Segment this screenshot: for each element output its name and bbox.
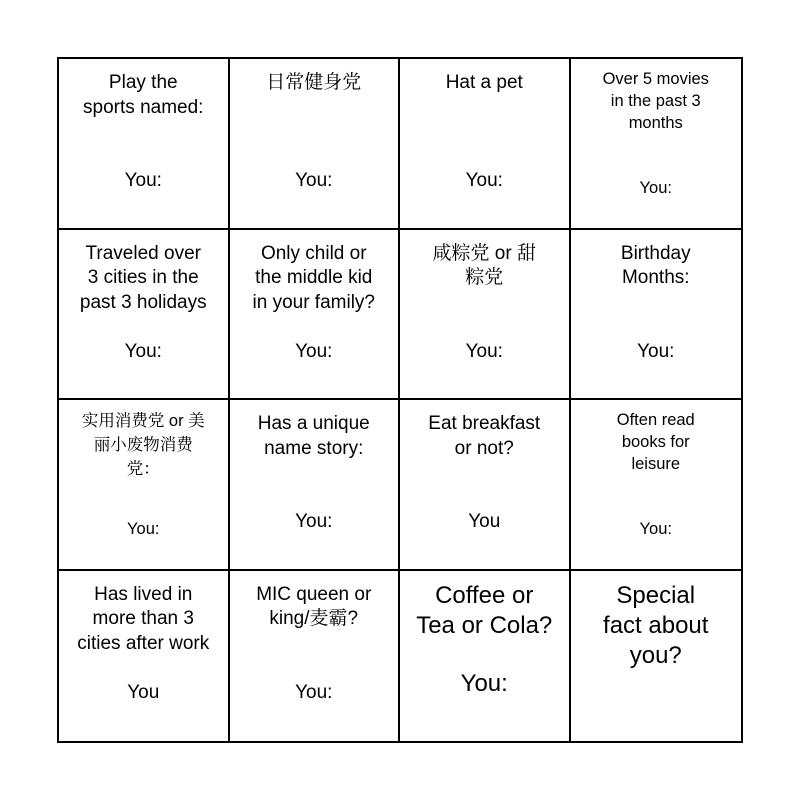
bingo-cell-only-child[interactable]: [230, 230, 401, 401]
cell-prompt: Special fact about you?: [603, 581, 709, 669]
cell-prompt: 日常健身党: [266, 72, 362, 93]
bingo-cell-lived-cities[interactable]: [59, 571, 230, 742]
cell-answer: You:: [124, 340, 162, 362]
cell-answer: You:: [124, 170, 162, 191]
cell-answer: You:: [295, 681, 333, 703]
cell-prompt: Traveled over 3 cities in the past 3 holidays: [79, 242, 207, 313]
bingo-cell-name-story[interactable]: [230, 400, 401, 571]
cell-answer: You:: [639, 179, 672, 197]
cell-answer: You:: [465, 170, 503, 191]
bingo-cell-spending[interactable]: [59, 400, 230, 571]
cell-answer: You: [468, 511, 501, 532]
cell-answer: You:: [295, 511, 333, 532]
cell-prompt: Coffee or Tea or Cola?: [416, 581, 553, 639]
bingo-cell-movies[interactable]: [571, 59, 742, 230]
bingo-cell-zongzi[interactable]: [400, 230, 571, 401]
bingo-cell-reading[interactable]: [571, 400, 742, 571]
bingo-cell-special-fact[interactable]: [571, 571, 742, 742]
cell-prompt: Play the sports named:: [83, 72, 204, 118]
cell-prompt: Eat breakfast or not?: [428, 413, 541, 459]
bingo-cell-pet[interactable]: [400, 59, 571, 230]
cell-answer: You:: [460, 669, 508, 697]
cell-prompt: Has lived in more than 3 cities after work: [77, 583, 210, 654]
cell-prompt: Hat a pet: [445, 72, 523, 93]
bingo-cell-breakfast[interactable]: [400, 400, 571, 571]
bingo-cell-drink[interactable]: [400, 571, 571, 742]
bingo-cell-mic[interactable]: [230, 571, 401, 742]
cell-answer: You:: [639, 520, 672, 538]
cell-answer: You:: [127, 520, 160, 538]
cell-answer: You:: [295, 170, 333, 191]
cell-prompt: Birthday Months:: [620, 242, 691, 288]
bingo-cell-birthday[interactable]: [571, 230, 742, 401]
cell-answer: You:: [465, 340, 503, 362]
cell-prompt: 咸粽党 or 甜 粽党: [432, 242, 536, 288]
bingo-cell-fitness[interactable]: [230, 59, 401, 230]
cell-answer: You:: [637, 340, 675, 362]
cell-prompt: Often read books for leisure: [616, 411, 695, 473]
cell-prompt: Over 5 movies in the past 3 months: [602, 70, 709, 132]
bingo-cell-travel[interactable]: [59, 230, 230, 401]
bingo-board: [57, 57, 743, 743]
cell-answer: You: [127, 681, 160, 703]
cell-prompt: Has a unique name story:: [257, 413, 370, 459]
cell-prompt: 实用消费党 or 美 丽小废物消费 党：: [81, 412, 205, 478]
cell-prompt: MIC queen or king/麦霸?: [256, 583, 372, 629]
cell-prompt: Only child or the middle kid in your family?: [252, 242, 375, 313]
cell-answer: You:: [295, 340, 333, 362]
bingo-cell-sports[interactable]: [59, 59, 230, 230]
